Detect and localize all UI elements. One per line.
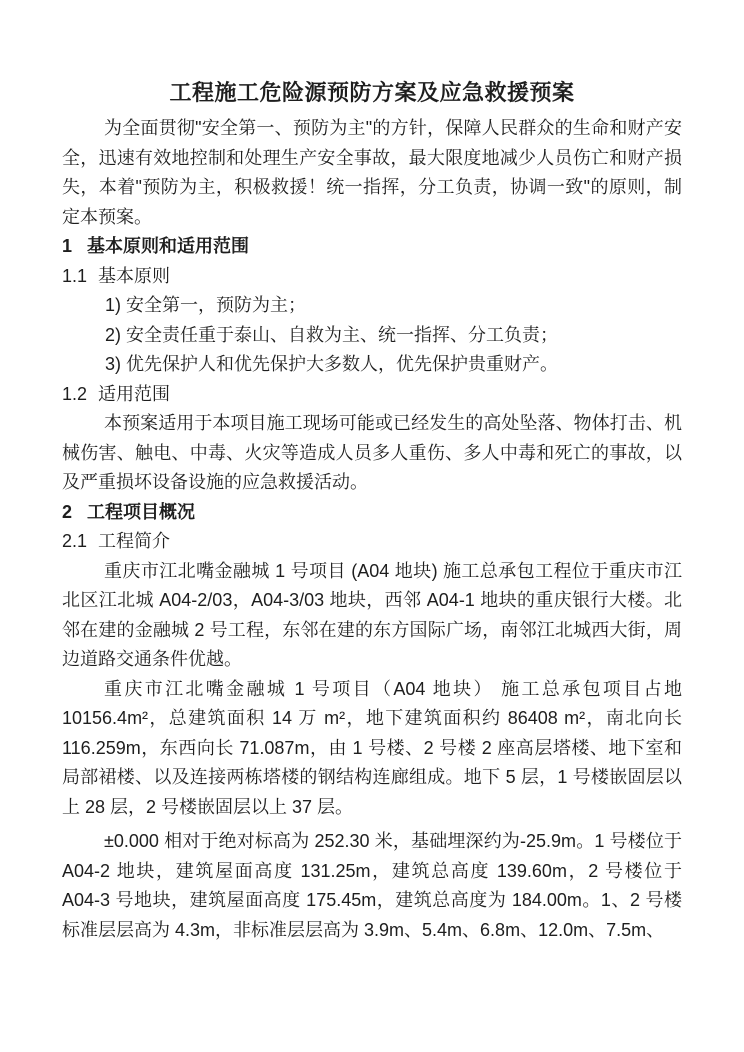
project-scale-paragraph: 重庆市江北嘴金融城 1 号项目（A04 地块） 施工总承包项目占地 10156.4m²，总建筑面积 14 万 m²，地下建筑面积约 86408 m²，南北向长 116.259m，东西向长 71.087m，由 1 号楼、2 号楼 2 座高层塔楼、地下室和局部裙楼、以及连接两栋塔楼的钢结构连廊组成。地下 5 层，1 号楼嵌固层以上 28 层，2 号楼嵌固层以上 37 层。 (62, 678, 682, 817)
intro-paragraph: 为全面贯彻"安全第一、预防为主"的方针，保障人民群众的生命和财产安全，迅速有效地控制和处理生产安全事故，最大限度地减少人员伤亡和财产损失，本着"预防为主，积极救援！统一指挥，分工负责，协调一致"的原则，制定本预案。 (62, 118, 682, 227)
section-2-number: 2 (62, 501, 73, 522)
section-1-1-heading (62, 262, 682, 292)
project-location-paragraph: 重庆市江北嘴金融城 1 号项目 (A04 地块) 施工总承包工程位于重庆市江北区江北城 A04-2/03，A04-3/03 地块，西邻 A04-1 地块的重庆银行大楼。北邻在建的金融城 2 号工程，东邻在建的东方国际广场，南邻江北城西大街，周边道路交通条件优越。 (62, 560, 682, 669)
section-1-title: 基本原则和适用范围 (87, 236, 250, 256)
section-1-2-number: 1.2 (62, 383, 88, 404)
section-1-number: 1 (62, 236, 73, 256)
section-2-heading (62, 498, 682, 528)
document-title: 工程施工危险源预防方案及应急救援预案 (169, 80, 575, 105)
principle-item-2: 2) 安全责任重于泰山、自救为主、统一指挥、分工负责； (105, 324, 559, 345)
scope-paragraph: 本预案适用于本项目施工现场可能或已经发生的高处坠落、物体打击、机械伤害、触电、中毒、火灾等造成人员多人重伤、多人中毒和死亡的事故，以及严重损坏设备设施的应急救援活动。 (62, 413, 682, 492)
section-1-1-title: 基本原则 (98, 265, 171, 286)
section-2-1-heading (62, 527, 682, 557)
section-2-title: 工程项目概况 (87, 501, 196, 522)
section-1-1-number: 1.1 (62, 265, 88, 286)
section-1-heading (62, 232, 682, 262)
principle-item-1: 1) 安全第一，预防为主； (105, 295, 307, 315)
section-2-1-title: 工程简介 (98, 531, 171, 551)
principle-item-3: 3) 优先保护人和优先保护大多数人，优先保护贵重财产。 (105, 354, 559, 374)
section-1-2-title: 适用范围 (98, 383, 171, 404)
section-2-1-number: 2.1 (62, 531, 88, 551)
project-elevation-paragraph: ±0.000 相对于绝对标高为 252.30 米，基础埋深约为-25.9m。1 号楼位于 A04-2 地块，建筑屋面高度 131.25m，建筑总高度 139.60m，2 号楼位于 A04-3 号地块，建筑屋面高度 175.45m，建筑总高度为 184.00m。1、2 号楼标准层层高为 4.3m，非标准层层高为 3.9m、5.4m、6.8m、12.0m、7.5m、 (62, 831, 682, 940)
section-1-2-heading (62, 380, 682, 410)
document-page (62, 76, 682, 945)
